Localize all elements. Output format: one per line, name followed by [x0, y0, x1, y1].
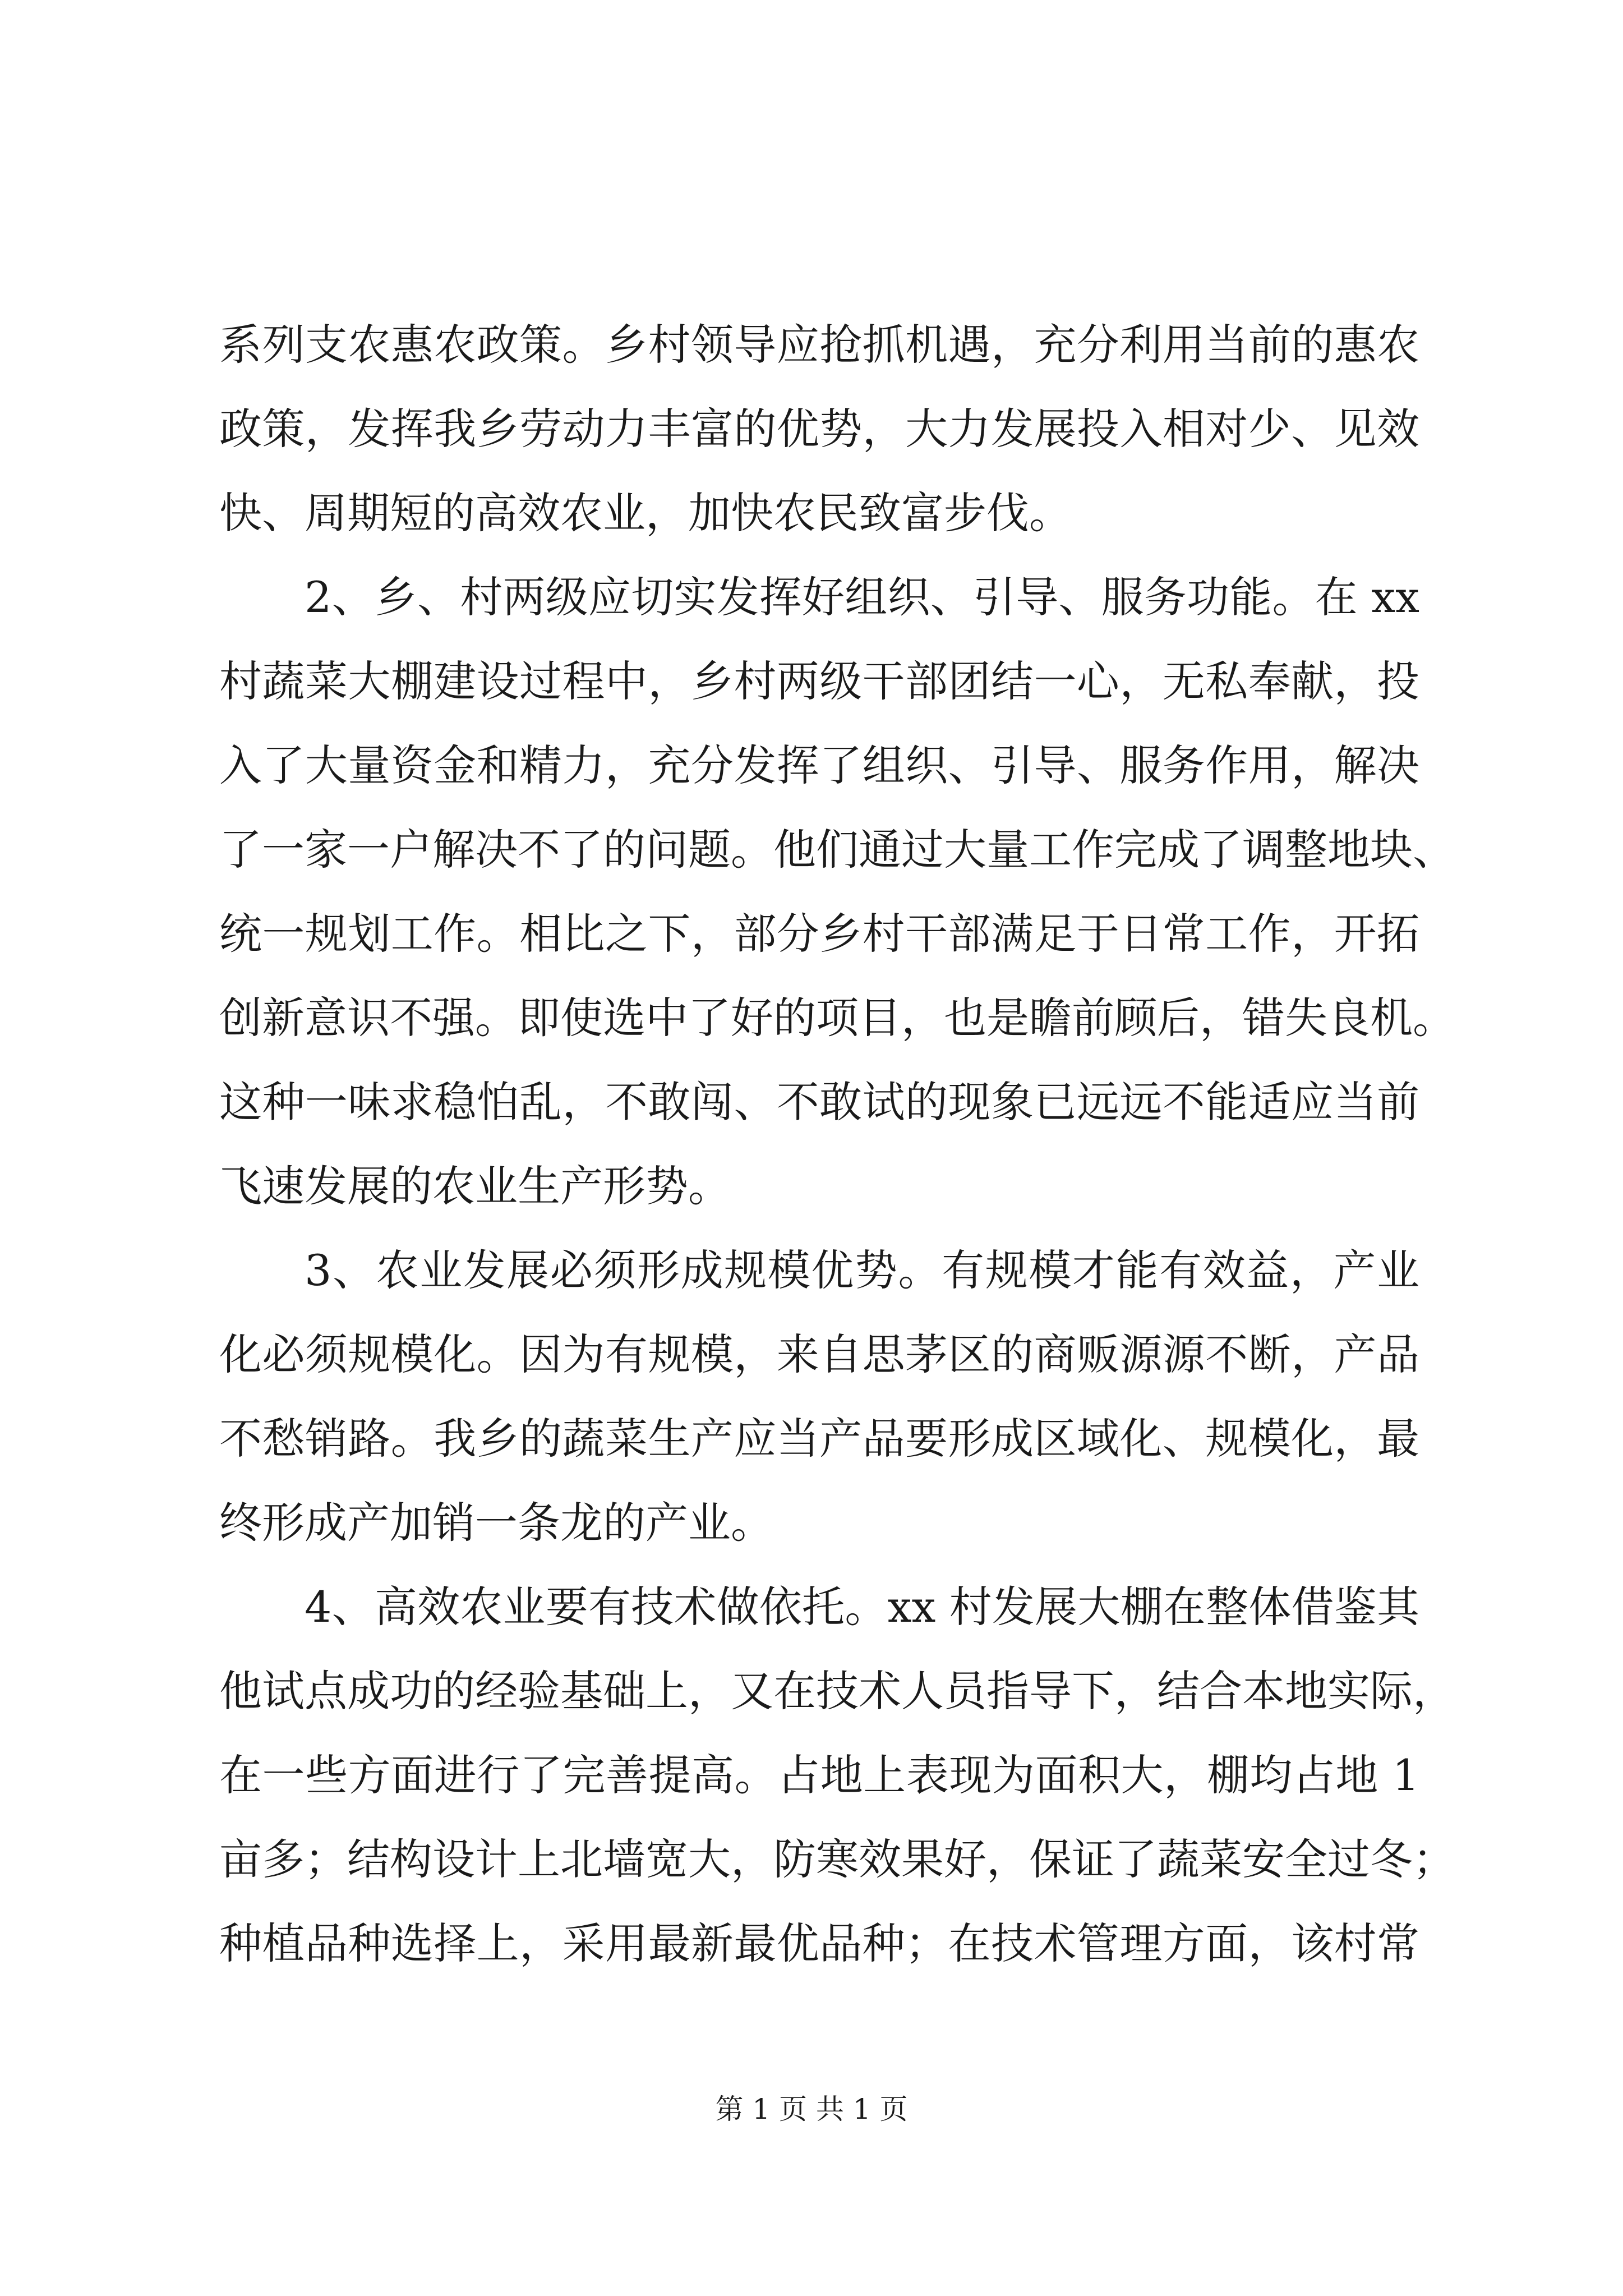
- text-line: 政策，发挥我乡劳动力丰富的优势，大力发展投入相对少、见效: [219, 404, 1419, 454]
- text-line: 入了大量资金和精力，充分发挥了组织、引导、服务作用，解决: [219, 740, 1419, 790]
- text-line: 终形成产加销一条龙的产业。: [219, 1498, 773, 1548]
- text-line: 统一规划工作。相比之下，部分乡村干部满足于日常工作，开拓: [219, 909, 1419, 959]
- page-footer: [0, 2087, 1623, 2132]
- text-line: 这种一味求稳怕乱，不敢闯、不敢试的现象已远远不能适应当前: [219, 1077, 1419, 1127]
- text-line: 亩多；结构设计上北墙宽大，防寒效果好，保证了蔬菜安全过冬；: [219, 1834, 1455, 1884]
- text-line: 在一些方面进行了完善提高。占地上表现为面积大，棚均占地 1: [219, 1750, 1419, 1800]
- document-body: [219, 303, 1455, 1986]
- text-line: 村蔬菜大棚建设过程中，乡村两级干部团结一心，无私奉献，投: [219, 656, 1419, 706]
- paragraph-first-line: 4、高效农业要有技术做依托。xx 村发展大棚在整体借鉴其: [305, 1582, 1419, 1632]
- text-line: 快、周期短的高效农业，加快农民致富步伐。: [219, 488, 1072, 538]
- text-line: 飞速发展的农业生产形势。: [219, 1161, 731, 1211]
- paragraph-first-line: 2、乡、村两级应切实发挥好组织、引导、服务功能。在 xx: [305, 572, 1419, 622]
- page-number-label: 第 1 页 共 1 页: [715, 2093, 908, 2125]
- text-line: 他试点成功的经验基础上，又在技术人员指导下，结合本地实际，: [219, 1666, 1455, 1716]
- text-line: 化必须规模化。因为有规模，来自思茅区的商贩源源不断，产品: [219, 1329, 1419, 1379]
- text-line: 了一家一户解决不了的问题。他们通过大量工作完成了调整地块、: [219, 825, 1455, 875]
- paragraph-first-line: 3、农业发展必须形成规模优势。有规模才能有效益，产业: [305, 1245, 1419, 1295]
- text-line: 种植品种选择上，采用最新最优品种；在技术管理方面，该村常: [219, 1918, 1419, 1968]
- text-line: 不愁销路。我乡的蔬菜生产应当产品要形成区域化、规模化，最: [219, 1414, 1419, 1464]
- text-line: 创新意识不强。即使选中了好的项目，也是瞻前顾后，错失良机。: [219, 993, 1455, 1043]
- text-line: 系列支农惠农政策。乡村领导应抢抓机遇，充分利用当前的惠农: [219, 320, 1419, 370]
